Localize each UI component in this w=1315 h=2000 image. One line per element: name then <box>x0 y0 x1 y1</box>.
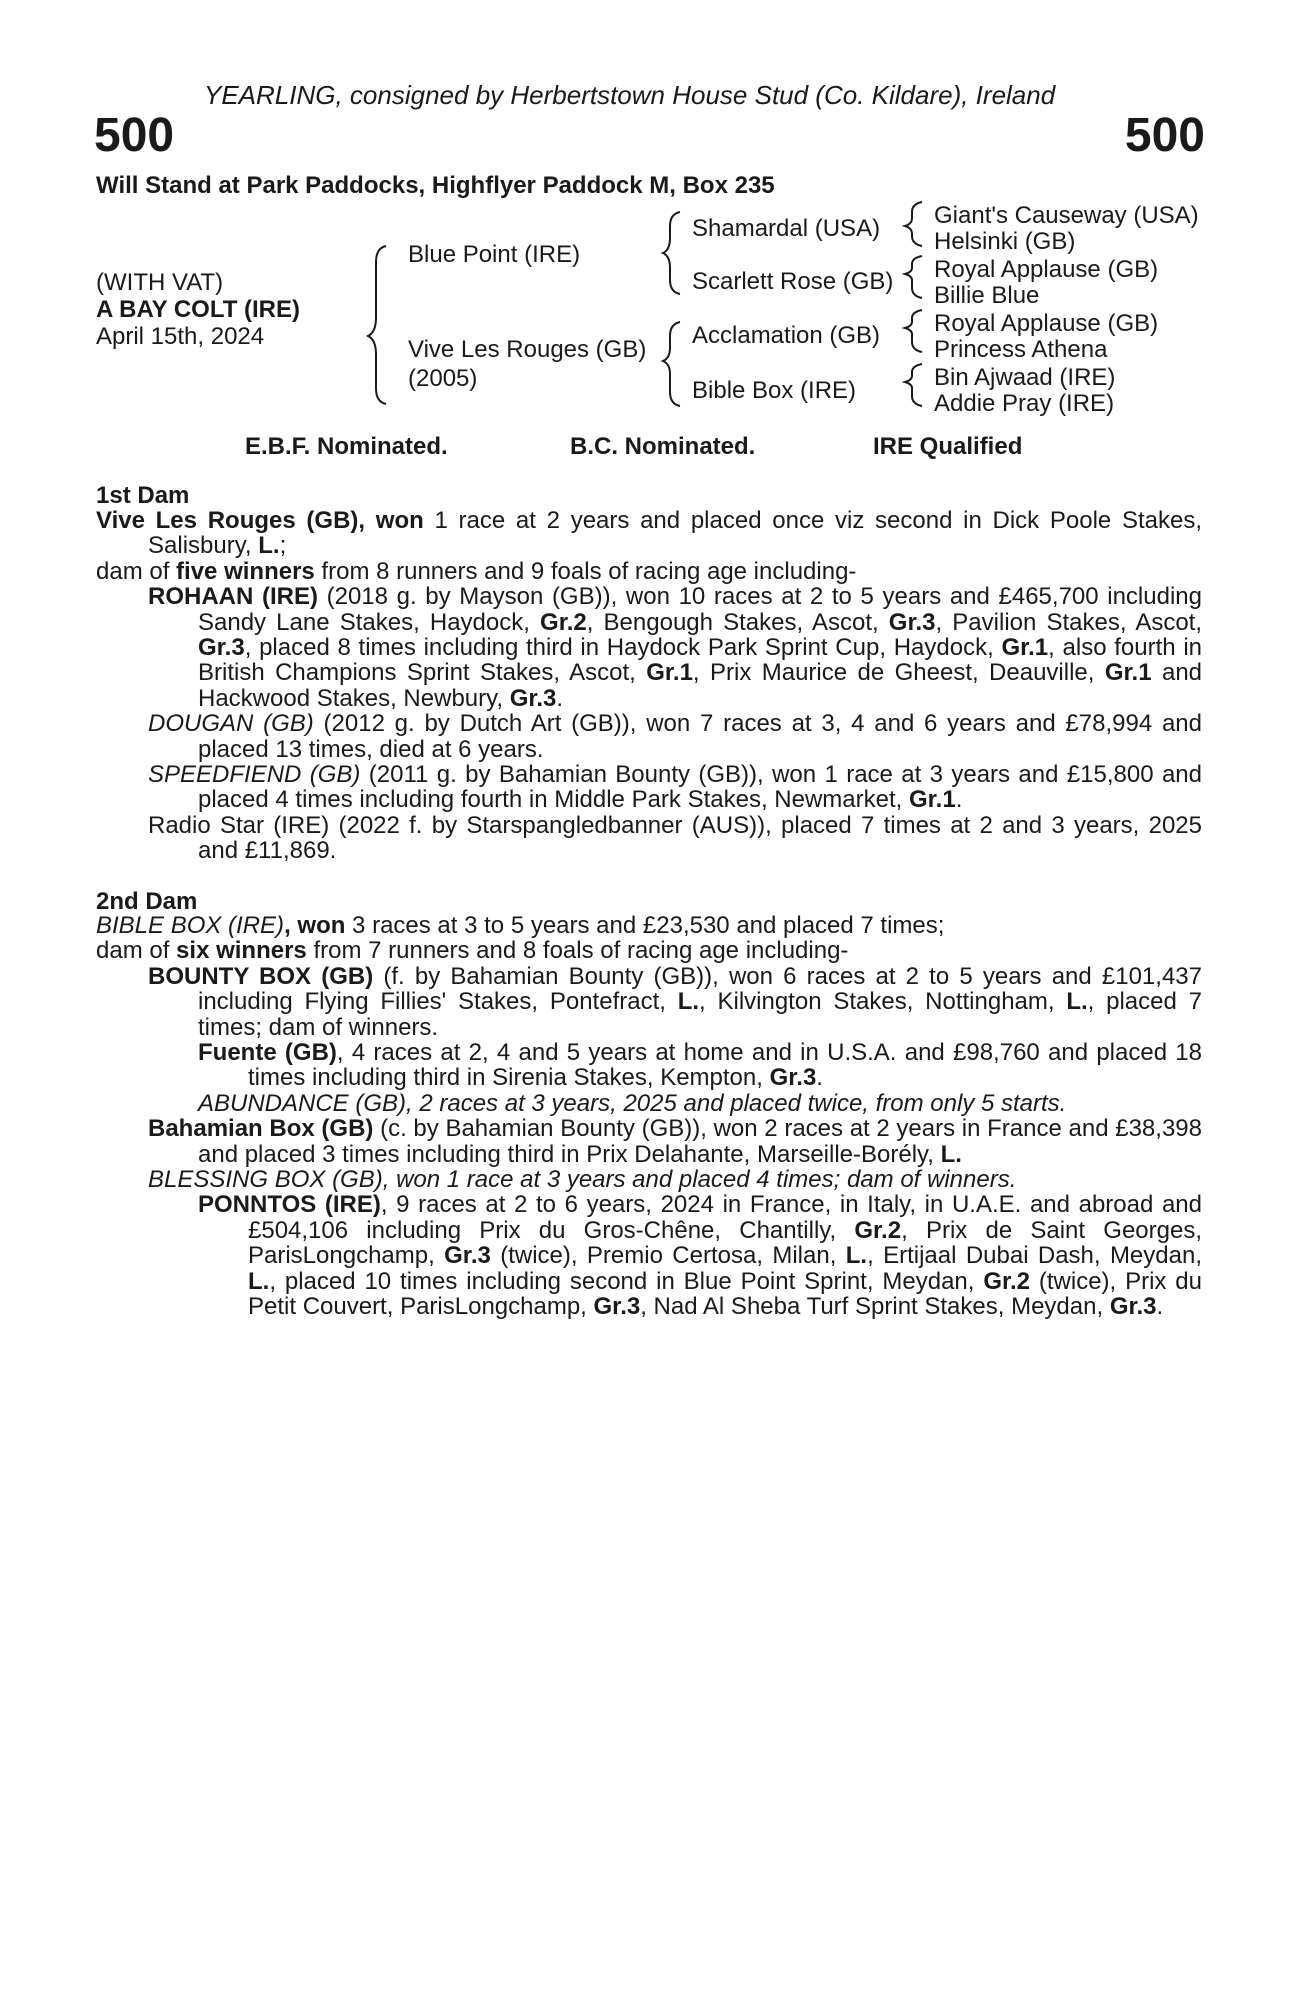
produce-dougan: DOUGAN (GB) (2012 g. by Dutch Art (GB)), won 7 races at 3, 4 and 6 years and £78,994 and placed 13 times, died at 6 years. <box>148 710 1202 763</box>
second-dam-heading: 2nd Dam <box>96 888 198 915</box>
brace-dam <box>663 322 680 406</box>
grandparent-5: Royal Applause (GB) <box>934 310 1159 337</box>
consignment-line: YEARLING, consigned by Herbertstown House Stud (Co. Kildare), Ireland <box>204 80 1056 110</box>
produce-ponntos: PONNTOS (IRE), 9 races at 2 to 6 years, 2024 in France, in Italy, in U.A.E. and abroad and £504,106 including Prix du Gros-Chêne, Chantilly, Gr.2, Prix de Saint Georges, ParisLongchamp, Gr.3 (twice), Premio Certosa, Milan, L., Ertijaal Dubai Dash, Meydan, L., placed 10 times including second in Blue Point Sprint, Meydan, Gr.2 (twice), Prix du Petit Couvert, ParisLongchamp, Gr.3, Nad Al Sheba Turf Sprint Stakes, Meydan, Gr.3. <box>198 1191 1202 1321</box>
grandparent-8: Addie Pray (IRE) <box>934 390 1115 417</box>
first-dam-intro: Vive Les Rouges (GB), won 1 race at 2 years and placed once viz second in Dick Poole Stakes, Salisbury, L.; <box>96 507 1203 560</box>
grandparent-7: Bin Ajwaad (IRE) <box>934 364 1116 391</box>
grandparent-1: Giant's Causeway (USA) <box>934 202 1199 229</box>
brace-g4 <box>905 364 922 406</box>
produce-fuente: Fuente (GB), 4 races at 2, 4 and 5 years at home and in U.S.A. and £98,760 and placed 18 times including third in Sirenia Stakes, Kempton, Gr.3. <box>198 1039 1202 1092</box>
produce-bounty-box: BOUNTY BOX (GB) (f. by Bahamian Bounty (GB)), won 6 races at 2 to 5 years and £101,437 including Flying Fillies' Stakes, Pontefract, L., Kilvington Stakes, Nottingham, L., placed 7 times; dam of winners. <box>148 962 1202 1041</box>
produce-radio-star: Radio Star (IRE) (2022 f. by Starspangledbanner (AUS)), placed 7 times at 2 and 3 years, 2025 and £11,869. <box>148 811 1202 865</box>
sire-dam: Scarlett Rose (GB) <box>692 268 894 295</box>
brace-g2 <box>905 256 922 298</box>
lot-number-left: 500 <box>94 109 175 162</box>
grandparent-4: Billie Blue <box>934 282 1040 309</box>
grandparent-3: Royal Applause (GB) <box>934 256 1159 283</box>
brace-main <box>368 246 386 404</box>
first-dam-name: Vive Les Rouges (GB) <box>96 507 359 534</box>
stand-location: Will Stand at Park Paddocks, Highflyer Paddock M, Box 235 <box>96 172 775 199</box>
brace-g1 <box>905 202 922 246</box>
pedigree-braces <box>0 0 1315 460</box>
second-dam-section <box>96 913 1202 1320</box>
brace-sire <box>663 212 680 294</box>
vat-label: (WITH VAT) <box>96 269 224 296</box>
dam-year: (2005) <box>408 365 478 392</box>
first-dam-produce: dam of five winners from 8 runners and 9 foals of racing age including- <box>96 557 857 585</box>
sire-sire: Shamardal (USA) <box>692 215 881 242</box>
produce-rohaan: ROHAAN (IRE) (2018 g. by Mayson (GB)), won 10 races at 2 to 5 years and £465,700 including Sandy Lane Stakes, Haydock, Gr.2, Bengough Stakes, Ascot, Gr.3, Pavilion Stakes, Ascot, Gr.3, placed 8 times including third in Haydock Park Sprint Cup, Haydock, Gr.1, also fourth in British Champions Sprint Stakes, Ascot, Gr.1, Prix Maurice de Gheest, Deauville, Gr.1 and Hackwood Stakes, Newbury, Gr.3. <box>148 583 1203 712</box>
dam-dam: Bible Box (IRE) <box>692 377 857 404</box>
second-dam-produce: dam of six winners from 7 runners and 8 foals of racing age including- <box>96 937 849 965</box>
produce-speedfiend: SPEEDFIEND (GB) (2011 g. by Bahamian Bounty (GB)), won 1 race at 3 years and £15,800 and placed 4 times including fourth in Middle Park Stakes, Newmarket, Gr.1. <box>148 761 1202 814</box>
first-dam-heading: 1st Dam <box>96 482 190 509</box>
sire-name: Blue Point (IRE) <box>408 241 581 268</box>
dam-name: Vive Les Rouges (GB) <box>408 336 647 363</box>
second-dam-intro: BIBLE BOX (IRE), won 3 races at 3 to 5 years and £23,530 and placed 7 times; <box>96 912 945 939</box>
second-dam-name: BIBLE BOX (IRE) <box>96 912 285 939</box>
ire-qualified: IRE Qualified <box>873 433 1023 460</box>
ebf-nomination: E.B.F. Nominated. <box>245 433 448 460</box>
dam-sire: Acclamation (GB) <box>692 322 881 349</box>
produce-blessing-box: BLESSING BOX (GB), won 1 race at 3 years and placed 4 times; dam of winners. <box>148 1166 1017 1194</box>
bc-nomination: B.C. Nominated. <box>570 433 756 460</box>
grandparent-2: Helsinki (GB) <box>934 228 1076 255</box>
produce-abundance: ABUNDANCE (GB), 2 races at 3 years, 2025 and placed twice, from only 5 starts. <box>198 1089 1067 1117</box>
grandparent-6: Princess Athena <box>934 336 1108 363</box>
lot-number-right: 500 <box>1124 109 1205 162</box>
produce-bahamian-box: Bahamian Box (GB) (c. by Bahamian Bounty (GB)), won 2 races at 2 years in France and £38,398 and placed 3 times including third in Prix Delahante, Marseille-Borély, L. <box>148 1115 1202 1168</box>
horse-name: A BAY COLT (IRE) <box>96 296 301 323</box>
foaling-date: April 15th, 2024 <box>96 323 265 350</box>
brace-g3 <box>905 310 922 352</box>
first-dam-section <box>96 508 1202 864</box>
